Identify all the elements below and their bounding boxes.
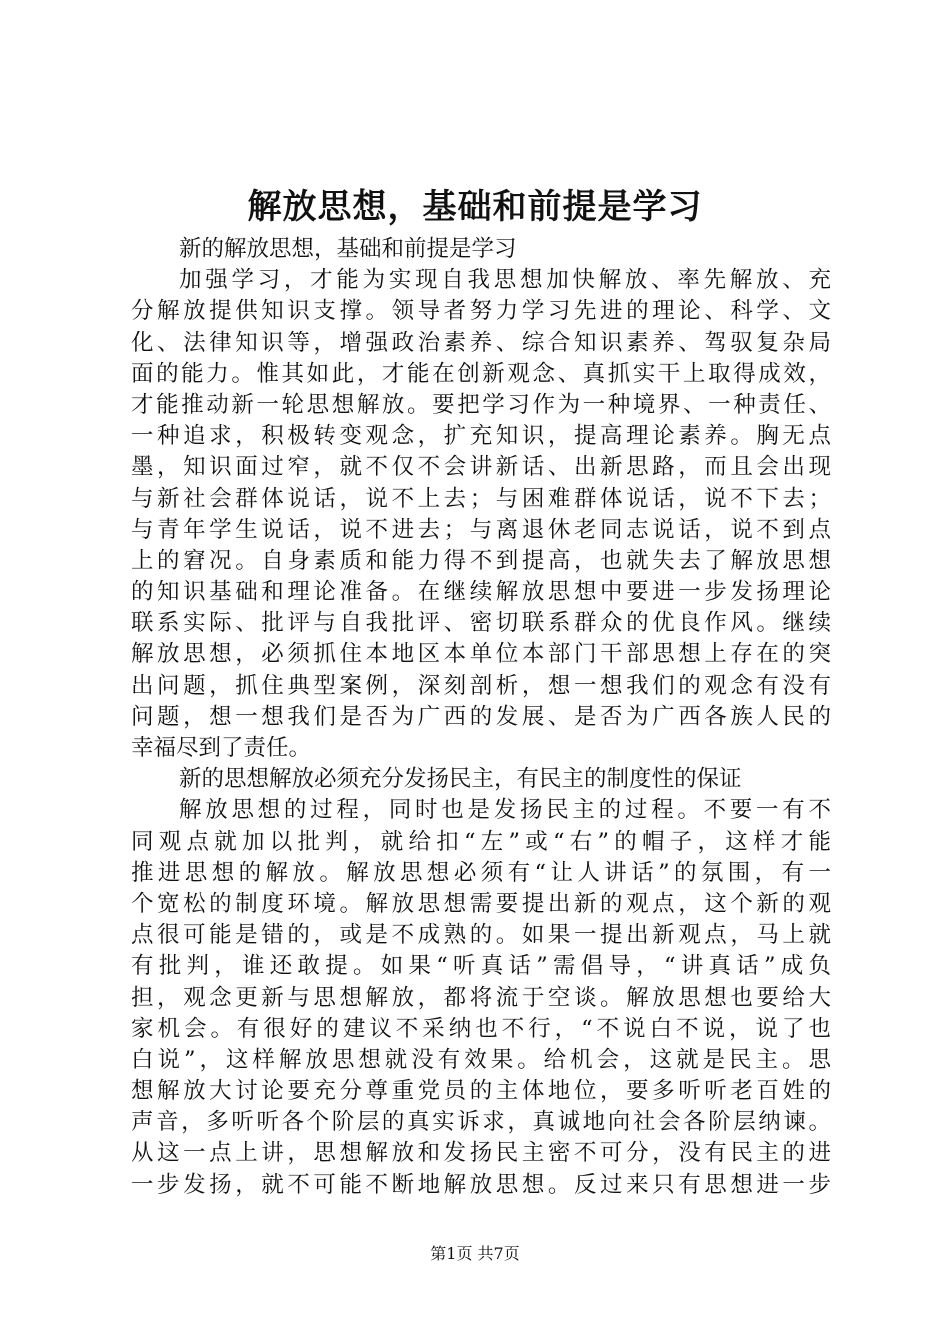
paragraph-line: 白说”，这样解放思想就没有效果。给机会，这就是民主。思	[131, 1046, 831, 1073]
section-heading: 新的思想解放必须充分发扬民主，有民主的制度性的保证	[179, 766, 742, 793]
paragraph-line: 点很可能是错的，或是不成熟的。如果一提出新观点，马上就	[131, 922, 831, 949]
paragraph-line: 个宽松的制度环境。解放思想需要提出新的观点，这个新的观	[131, 890, 831, 917]
paragraph-line: 幸福尽到了责任。	[131, 735, 312, 761]
paragraph-line: 解放思想，必须抓住本地区本单位本部门干部思想上存在的突	[131, 641, 831, 668]
paragraph-line: 有批判，谁还敢提。如果“听真话”需倡导，“讲真话”成负	[131, 953, 831, 980]
paragraph-line: 家机会。有很好的建议不采纳也不行，“不说白不说，说了也	[131, 1015, 831, 1042]
section-heading: 新的解放思想，基础和前提是学习	[179, 236, 517, 262]
paragraph-line: 担，观念更新与思想解放，都将流于空谈。解放思想也要给大	[131, 984, 831, 1011]
document-title: 解放思想，基础和前提是学习	[247, 187, 703, 227]
paragraph-line: 一种追求，积极转变观念，扩充知识，提高理论素养。胸无点	[131, 423, 831, 450]
paragraph-line: 解放思想的过程，同时也是发扬民主的过程。不要一有不	[179, 797, 831, 824]
paragraph-line: 想解放大讨论要充分尊重党员的主体地位，要多听听老百姓的	[131, 1078, 831, 1105]
paragraph-line: 的知识基础和理论准备。在继续解放思想中要进一步发扬理论	[131, 579, 831, 606]
paragraph-line: 联系实际、批评与自我批评、密切联系群众的优良作风。继续	[131, 610, 831, 637]
paragraph-line: 墨，知识面过窄，就不仅不会讲新话、出新思路，而且会出现	[131, 454, 831, 481]
page-number-footer: 第1页 共7页	[430, 1244, 520, 1263]
paragraph-line: 面的能力。惟其如此，才能在创新观念、真抓实干上取得成效，	[131, 360, 831, 387]
document-body	[131, 234, 831, 1201]
paragraph-line: 分解放提供知识支撑。领导者努力学习先进的理论、科学、文	[131, 298, 831, 325]
paragraph-line: 加强学习，才能为实现自我思想加快解放、率先解放、充	[179, 267, 831, 294]
paragraph-line: 与青年学生说话，说不进去；与离退休老同志说话，说不到点	[131, 516, 831, 543]
paragraph-line: 同观点就加以批判，就给扣“左”或“右”的帽子，这样才能	[131, 828, 831, 855]
paragraph-line: 化、法律知识等，增强政治素养、综合知识素养、驾驭复杂局	[131, 329, 831, 356]
paragraph-line: 一步发扬，就不可能不断地解放思想。反过来只有思想进一步	[131, 1171, 831, 1198]
paragraph-line: 问题，想一想我们是否为广西的发展、是否为广西各族人民的	[131, 703, 831, 730]
paragraph-line: 与新社会群体说话，说不上去；与困难群体说话，说不下去；	[131, 485, 831, 512]
paragraph-line: 出问题，抓住典型案例，深刻剖析，想一想我们的观念有没有	[131, 672, 831, 699]
paragraph-line: 才能推动新一轮思想解放。要把学习作为一种境界、一种责任、	[131, 391, 831, 418]
paragraph-line: 从这一点上讲，思想解放和发扬民主密不可分，没有民主的进	[131, 1140, 831, 1167]
paragraph-line: 上的窘况。自身素质和能力得不到提高，也就失去了解放思想	[131, 547, 831, 574]
paragraph-line: 声音，多听听各个阶层的真实诉求，真诚地向社会各阶层纳谏。	[131, 1109, 831, 1136]
paragraph-line: 推进思想的解放。解放思想必须有“让人讲话”的氛围，有一	[131, 859, 831, 886]
